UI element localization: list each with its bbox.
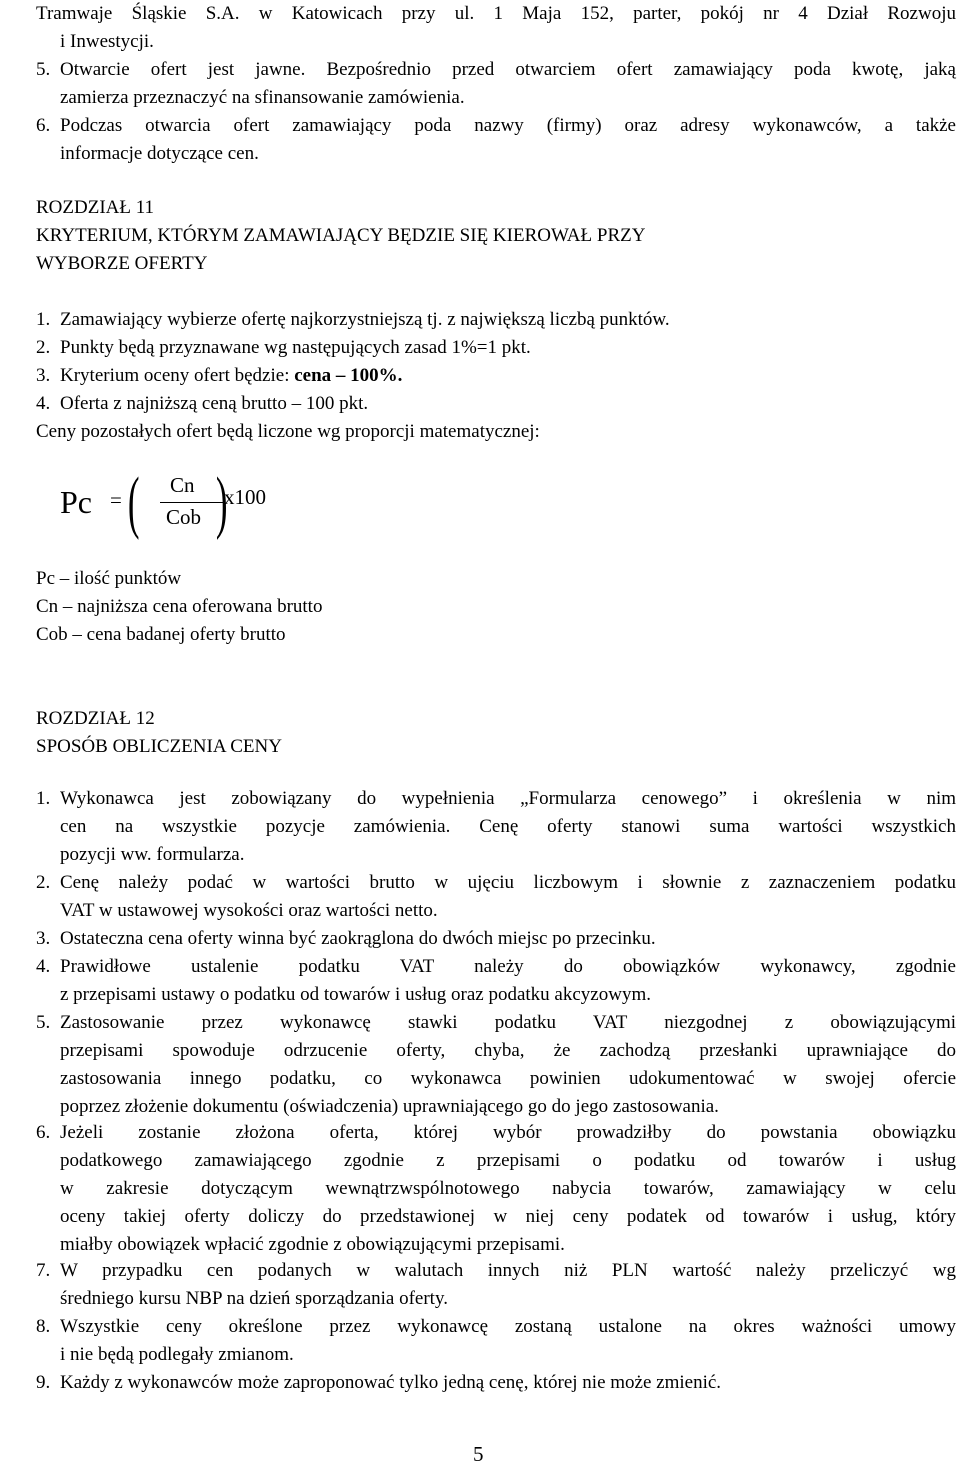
formula-left-paren: ( — [127, 464, 140, 541]
formula-multiplier: x100 — [224, 485, 266, 509]
text-line: Tramwaje Śląskie S.A. w Katowicach przy ul. 1 Maja 152, parter, pokój nr 4 Dział Rozwoju — [36, 3, 956, 24]
item-text: Punkty będą przyznawane wg następujących zasad 1%=1 pkt. — [60, 337, 531, 358]
list-item — [36, 362, 402, 390]
item-number: 3. — [36, 928, 51, 949]
item-number: 8. — [36, 1316, 51, 1337]
formula-intro: Ceny pozostałych ofert będą liczone wg proporcji matematycznej: — [36, 421, 540, 442]
text-line: informacje dotyczące cen. — [60, 143, 259, 164]
formula-equals: = — [110, 488, 122, 512]
continuation-block — [36, 0, 956, 56]
item-number: 3. — [36, 365, 51, 386]
text-line: Cenę należy podać w wartości brutto w ujęciu liczbowym i słownie z zaznaczeniem podatku — [60, 872, 956, 893]
item-number: 5. — [36, 59, 51, 80]
chapter-subtitle: SPOSÓB OBLICZENIA CENY — [36, 736, 282, 757]
item-number: 6. — [36, 1122, 51, 1143]
item-number: 2. — [36, 872, 51, 893]
formula-legend-item: Pc – ilość punktów — [36, 568, 182, 589]
text-line: VAT w ustawowej wysokości oraz wartości netto. — [60, 900, 438, 921]
item-number: 4. — [36, 956, 51, 977]
text-line: w zakresie dotyczącym wewnątrzwspólnotowego nabycia towarów, zamawiający w celu — [60, 1178, 956, 1199]
item-text: Kryterium oceny ofert będzie: — [60, 365, 295, 386]
text-line: Wykonawca jest zobowiązany do wypełnienia „Formularza cenowego” i określenia w nim — [60, 788, 956, 809]
item-text: Zamawiający wybierze ofertę najkorzystniejszą tj. z największą liczbą punktów. — [60, 309, 670, 330]
item-text: Oferta z najniższą ceną brutto – 100 pkt. — [60, 393, 369, 414]
text-line: cen na wszystkie pozycje zamówienia. Cenę oferty stanowi suma wartości wszystkich — [60, 816, 956, 837]
item-number: 5. — [36, 1012, 51, 1033]
text-line: W przypadku cen podanych w walutach innych niż PLN wartość należy przeliczyć wg — [60, 1260, 956, 1281]
text-line: oceny takiej oferty doliczy do przedstawionej w niej ceny podatek od towarów i usług, który — [60, 1206, 956, 1227]
item-number: 1. — [36, 788, 51, 809]
chapter-subtitle: KRYTERIUM, KTÓRYM ZAMAWIAJĄCY BĘDZIE SIĘ KIEROWAŁ PRZY — [36, 225, 646, 246]
text-line: zamierza przeznaczyć na sfinansowanie zamówienia. — [60, 87, 465, 108]
list-item — [36, 334, 531, 362]
list-item — [36, 112, 956, 168]
text-line: średniego kursu NBP na dzień sporządzania oferty. — [60, 1288, 448, 1309]
text-line: Każdy z wykonawców może zaproponować tylko jedną cenę, której nie może zmienić. — [60, 1372, 722, 1393]
formula-denominator: Cob — [166, 505, 202, 529]
text-line: z przepisami ustawy o podatku od towarów i usług oraz podatku akcyzowym. — [60, 984, 651, 1005]
item-number: 6. — [36, 115, 51, 136]
text-line: i Inwestycji. — [60, 31, 154, 52]
text-line: Prawidłowe ustalenie podatku VAT należy do obowiązków wykonawcy, zgodnie — [60, 956, 956, 977]
formula-lhs: Pc — [60, 484, 92, 520]
item-number: 9. — [36, 1372, 51, 1393]
chapter-subtitle: WYBORZE OFERTY — [36, 253, 208, 274]
text-line: Zastosowanie przez wykonawcę stawki podatku VAT niezgodnej z obowiązującymi — [60, 1012, 956, 1033]
item-number: 7. — [36, 1260, 51, 1281]
text-line: poprzez złożenie dokumentu (oświadczenia) uprawniającego go do jego zastosowania. — [60, 1096, 719, 1117]
item-bold-text: cena – 100%. — [294, 365, 403, 386]
text-line: Podczas otwarcia ofert zamawiający poda nazwy (firmy) oraz adresy wykonawców, a także — [60, 115, 956, 136]
text-line: Ostateczna cena oferty winna być zaokrąglona do dwóch miejsc po przecinku. — [60, 928, 656, 949]
text-line: pozycji ww. formularza. — [60, 844, 245, 865]
text-line: miałby obowiązek wpłacić zgodnie z obowiązującymi przepisami. — [60, 1234, 565, 1255]
formula-right-paren: ) — [215, 464, 228, 541]
formula-legend-item: Cn – najniższa cena oferowana brutto — [36, 596, 323, 617]
chapter-title: ROZDZIAŁ 11 — [36, 197, 155, 218]
formula-legend-item: Cob – cena badanej oferty brutto — [36, 624, 286, 645]
fraction-bar — [160, 502, 224, 503]
item-number: 4. — [36, 393, 51, 414]
page-number: 5 — [473, 1442, 484, 1466]
text-line: Wszystkie ceny określone przez wykonawcę zostaną ustalone na okres ważności umowy — [60, 1316, 956, 1337]
list-item — [36, 56, 956, 112]
list-item — [36, 390, 368, 418]
text-line: zastosowania innego podatku, co wykonawca powinien udokumentować w swojej ofercie — [60, 1068, 956, 1089]
formula-numerator: Cn — [170, 473, 195, 497]
list-item — [36, 306, 670, 334]
text-line: Jeżeli zostanie złożona oferta, której wybór prowadziłby do powstania obowiązku — [60, 1122, 956, 1143]
item-number: 1. — [36, 309, 51, 330]
points-formula — [60, 464, 300, 541]
text-line: i nie będą podlegały zmianom. — [60, 1344, 294, 1365]
text-line: Otwarcie ofert jest jawne. Bezpośrednio przed otwarciem ofert zamawiający poda kwotę, jaką — [60, 59, 956, 80]
text-line: przepisami spowoduje odrzucenie oferty, chyba, że zachodzą przesłanki uprawniające do — [60, 1040, 956, 1061]
text-line: podatkowego zamawiającego zgodnie z przepisami o podatku od towarów i usług — [60, 1150, 956, 1171]
chapter-title: ROZDZIAŁ 12 — [36, 708, 155, 729]
item-number: 2. — [36, 337, 51, 358]
